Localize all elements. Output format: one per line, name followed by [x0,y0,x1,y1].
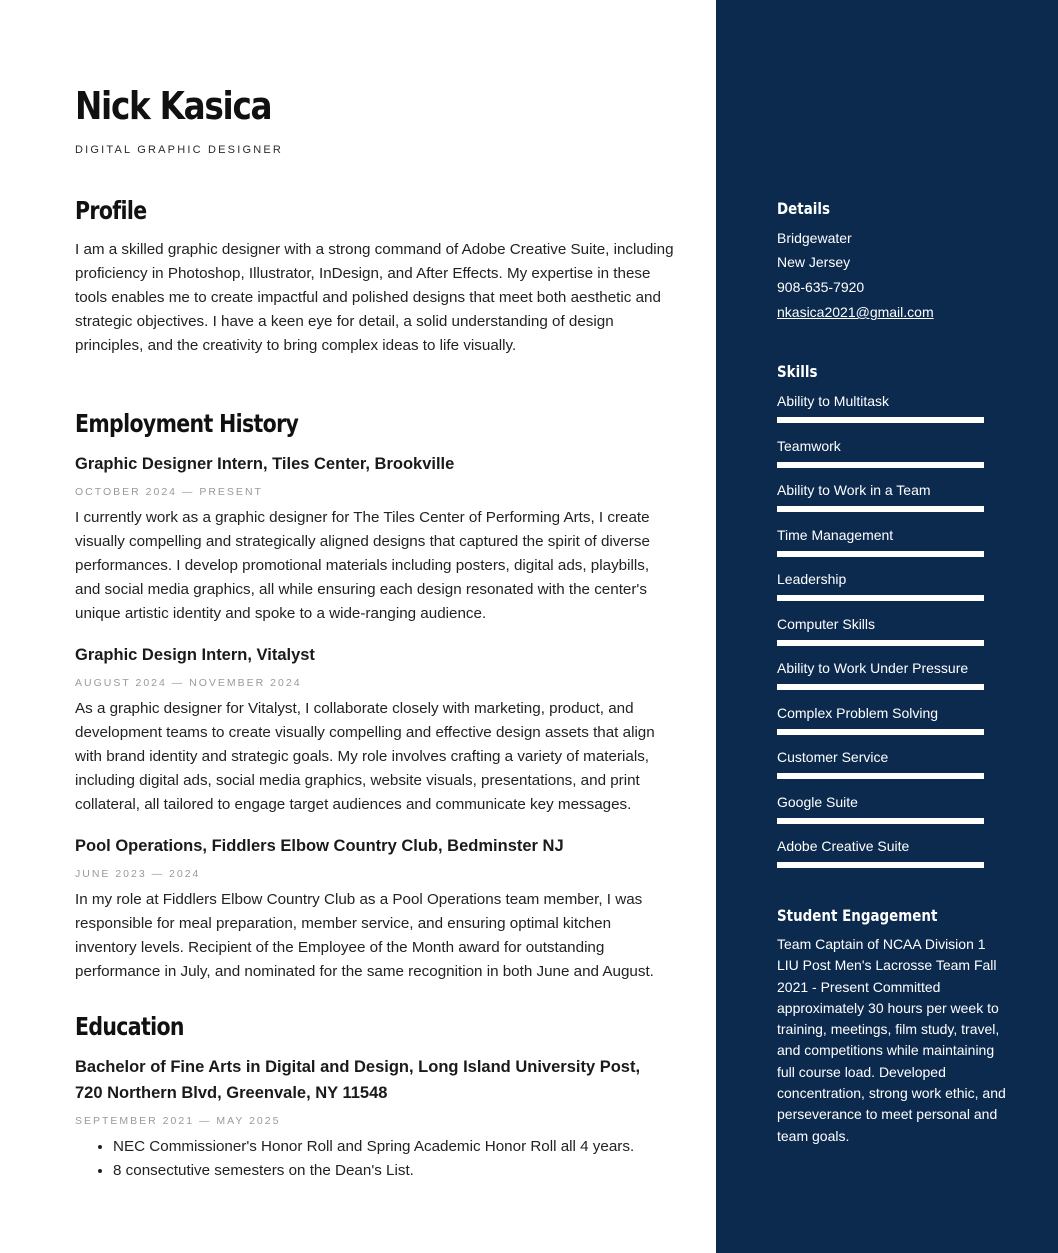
list-item: • 8 consectutive semesters on the Dean's List. [113,1159,713,1183]
job-title: Pool Operations, Fiddlers Elbow Country Club, Bedminster NJ [75,837,564,855]
job-dates: AUGUST 2024 — NOVEMBER 2024 [75,677,302,689]
engagement-text: Team Captain of NCAA Division 1 LIU Post Men's Lacrosse Team Fall 2021 - Present Committed approximately 30 hours per week to training, meetings, film study, travel, and competitions while maintaining full course load. Developed concentration, strong work ethic, and perseverance to meet personal and team goals. [777,936,1006,1144]
skill-label: Computer Skills [777,615,876,632]
education-dates: SEPTEMBER 2021 — MAY 2025 [75,1115,281,1127]
skill-level-bar [777,506,984,512]
job-dates: OCTOBER 2024 — PRESENT [75,486,263,498]
skill-label: Leadership [777,571,847,587]
skill-label: Adobe Creative Suite [777,838,910,854]
skill-level-bar [777,551,984,557]
education-list [75,1135,713,1183]
candidate-name: Nick Kasica [75,84,272,128]
job-description: I currently work as a graphic designer for The Tiles Center of Performing Arts, I create visually compelling and strategically aligned designs that captured the spirit of diverse performances. I develop promotional materials including posters, digital ads, playbills, and social media graphics, all while ensuring each design resonated with the center's unique artistic identity and spoke to a wide-ranging audience. [75,509,650,622]
skill-level-bar [777,773,984,779]
details-phone: 908-635-7920 [777,279,865,295]
details-state: New Jersey [777,254,851,270]
skill-label: Customer Service [777,749,889,765]
skill-level-bar [777,595,984,601]
details-email[interactable] [777,304,934,320]
job-dates: JUNE 2023 — 2024 [75,868,201,880]
profile-heading: Profile [75,196,147,225]
employment-heading: Employment History [75,409,299,438]
job-description: In my role at Fiddlers Elbow Country Club as a Pool Operations team member, I was responsible for meal preparation, member service, and ensuring optimal kitchen inventory levels. Recipient of the Employee of the Month award for outstanding performance in July, and nominated for the same recognition in both June and August. [75,891,654,980]
skill-level-bar [777,462,984,468]
list-item: • NEC Commissioner's Honor Roll and Spring Academic Honor Roll all 4 years. [113,1135,713,1159]
skill-label: Ability to Work in a Team [777,482,931,498]
education-degree: Bachelor of Fine Arts in Digital and Design, Long Island University Post, 720 Northern Blvd, Greenvale, NY 11548 [75,1058,641,1102]
skill-label: Complex Problem Solving [777,704,939,721]
profile-text: I am a skilled graphic designer with a strong command of Adobe Creative Suite, including proficiency in Photoshop, Illustrator, InDesign, and After Effects. My expertise in these tools enables me to create impactful and polished designs that meet both aesthetic and strategic objectives. I have a keen eye for detail, a solid understanding of design principles, and the creativity to bring complex ideas to life visually. [75,241,674,354]
skill-label: Google Suite [777,793,858,810]
education-heading: Education [75,1012,184,1041]
skill-level-bar [777,640,984,646]
job-description: As a graphic designer for Vitalyst, I collaborate closely with marketing, product, and development teams to create visually compelling and effective design assets that align with brand identity and strategic goals. My role involves crafting a variety of materials, including digital ads, social media graphics, website visuals, presentations, and print collateral, all tailored to engage target audiences and communicate key messages. [75,700,655,813]
job-title: Graphic Design Intern, Vitalyst [75,646,315,664]
skill-label: Ability to Multitask [777,393,890,409]
skill-level-bar [777,417,984,423]
skill-level-bar [777,862,984,868]
sidebar [716,0,1058,1253]
skill-level-bar [777,818,984,824]
email-link[interactable]: nkasica2021@gmail.com [777,304,934,320]
job-title: Graphic Designer Intern, Tiles Center, Brookville [75,455,455,473]
skill-level-bar [777,729,984,735]
skills-heading: Skills [777,362,818,381]
skill-level-bar [777,684,984,690]
engagement-heading: Student Engagement [777,906,938,925]
candidate-role: DIGITAL GRAPHIC DESIGNER [75,144,284,156]
details-heading: Details [777,199,830,218]
details-city: Bridgewater [777,230,852,246]
skill-label: Ability to Work Under Pressure [777,660,969,676]
skill-label: Time Management [777,526,894,543]
skill-label: Teamwork [777,437,841,454]
